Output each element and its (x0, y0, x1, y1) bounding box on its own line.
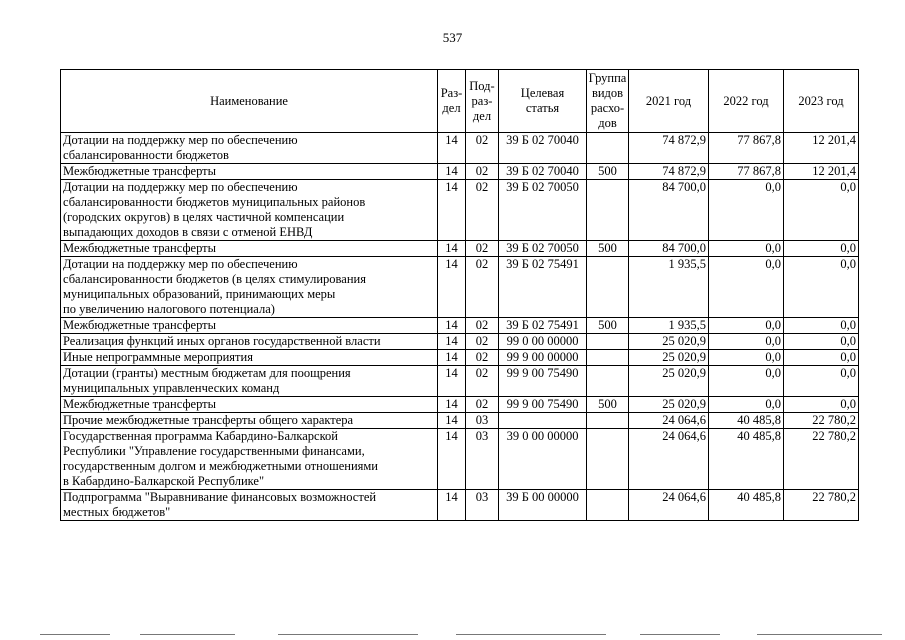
cell-y2023: 22 780,2 (784, 429, 859, 490)
cell-y2021: 24 064,6 (629, 490, 709, 521)
cell-y2021: 25 020,9 (629, 334, 709, 350)
cell-y2023: 0,0 (784, 350, 859, 366)
cell-section: 14 (438, 429, 466, 490)
header-name-label: Наименование (210, 93, 288, 108)
cell-y2023: 22 780,2 (784, 413, 859, 429)
cell-y2022: 40 485,8 (709, 490, 784, 521)
cell-y2022: 0,0 (709, 334, 784, 350)
bottom-rule-4 (456, 634, 606, 635)
cell-section: 14 (438, 490, 466, 521)
cell-section: 14 (438, 318, 466, 334)
cell-subsection: 03 (466, 413, 499, 429)
cell-name: Дотации (гранты) местным бюджетам для поощрения муниципальных управленческих команд (61, 366, 438, 397)
cell-section: 14 (438, 350, 466, 366)
cell-subsection: 03 (466, 429, 499, 490)
cell-subsection: 02 (466, 257, 499, 318)
cell-y2023: 0,0 (784, 241, 859, 257)
header-section (438, 70, 466, 133)
cell-y2021: 74 872,9 (629, 133, 709, 164)
header-group-label: Группа видов расхо- дов (588, 71, 627, 130)
cell-name: Дотации на поддержку мер по обеспечению сбалансированности бюджетов (в целях стимулирования муниципальных образований, принимающих меры по увеличению налогового потенциала) (61, 257, 438, 318)
header-2023-label: 2023 год (798, 93, 844, 108)
cell-group (587, 334, 629, 350)
cell-group (587, 133, 629, 164)
cell-y2021: 25 020,9 (629, 366, 709, 397)
cell-section: 14 (438, 241, 466, 257)
header-2021-label: 2021 год (645, 93, 692, 108)
header-target-label: Целевая статья (520, 86, 565, 115)
cell-subsection: 02 (466, 241, 499, 257)
header-section-label: Раз- дел (440, 86, 463, 115)
cell-y2021: 1 935,5 (629, 257, 709, 318)
cell-group (587, 413, 629, 429)
cell-y2023: 12 201,4 (784, 164, 859, 180)
table-row (61, 241, 859, 257)
cell-y2023: 0,0 (784, 397, 859, 413)
cell-name: Межбюджетные трансферты (61, 241, 438, 257)
cell-y2022: 77 867,8 (709, 133, 784, 164)
cell-target: 39 Б 02 70040 (499, 133, 587, 164)
cell-section: 14 (438, 397, 466, 413)
cell-y2023: 0,0 (784, 318, 859, 334)
table-row (61, 164, 859, 180)
cell-name: Дотации на поддержку мер по обеспечению сбалансированности бюджетов муниципальных районов (городских округов) в целях частичной компенсации выпадающих доходов в связи с отменой ЕНВД (61, 180, 438, 241)
cell-section: 14 (438, 366, 466, 397)
cell-name: Прочие межбюджетные трансферты общего характера (61, 413, 438, 429)
cell-section: 14 (438, 257, 466, 318)
bottom-rule-6 (757, 634, 882, 635)
header-2021 (629, 70, 709, 133)
cell-target (499, 413, 587, 429)
header-2022-label: 2022 год (723, 93, 769, 108)
table-row (61, 413, 859, 429)
page-number: 537 (442, 30, 463, 45)
cell-y2023: 12 201,4 (784, 133, 859, 164)
cell-section: 14 (438, 413, 466, 429)
cell-target: 39 Б 02 70050 (499, 180, 587, 241)
cell-target: 99 9 00 75490 (499, 397, 587, 413)
bottom-rule-2 (140, 634, 235, 635)
cell-group (587, 490, 629, 521)
bottom-rule-1 (40, 634, 110, 635)
table-row (61, 397, 859, 413)
cell-y2022: 77 867,8 (709, 164, 784, 180)
cell-target: 39 0 00 00000 (499, 429, 587, 490)
cell-group: 500 (587, 164, 629, 180)
cell-subsection: 02 (466, 366, 499, 397)
cell-y2023: 0,0 (784, 257, 859, 318)
cell-target: 39 Б 02 75491 (499, 318, 587, 334)
cell-y2021: 84 700,0 (629, 241, 709, 257)
cell-y2023: 0,0 (784, 180, 859, 241)
cell-y2021: 24 064,6 (629, 413, 709, 429)
cell-section: 14 (438, 180, 466, 241)
header-subsection-label: Под- раз- дел (469, 78, 495, 123)
cell-target: 99 9 00 00000 (499, 350, 587, 366)
cell-target: 39 Б 02 70040 (499, 164, 587, 180)
cell-subsection: 02 (466, 180, 499, 241)
header-name (61, 70, 438, 133)
cell-y2022: 0,0 (709, 366, 784, 397)
header-target (499, 70, 587, 133)
cell-target: 39 Б 00 00000 (499, 490, 587, 521)
cell-y2021: 74 872,9 (629, 164, 709, 180)
cell-subsection: 02 (466, 133, 499, 164)
cell-y2023: 0,0 (784, 334, 859, 350)
header-row (61, 70, 859, 133)
cell-subsection: 03 (466, 490, 499, 521)
cell-y2022: 0,0 (709, 318, 784, 334)
cell-target: 39 Б 02 75491 (499, 257, 587, 318)
cell-target: 99 0 00 00000 (499, 334, 587, 350)
cell-subsection: 02 (466, 397, 499, 413)
cell-y2022: 40 485,8 (709, 429, 784, 490)
cell-name: Дотации на поддержку мер по обеспечению сбалансированности бюджетов (61, 133, 438, 164)
cell-target: 39 Б 02 70050 (499, 241, 587, 257)
bottom-rule-3 (278, 634, 418, 635)
cell-y2022: 0,0 (709, 350, 784, 366)
header-2022 (709, 70, 784, 133)
cell-y2023: 0,0 (784, 366, 859, 397)
cell-y2023: 22 780,2 (784, 490, 859, 521)
header-2023 (784, 70, 859, 133)
table-row (61, 180, 859, 241)
table-row (61, 366, 859, 397)
cell-section: 14 (438, 133, 466, 164)
cell-y2021: 84 700,0 (629, 180, 709, 241)
cell-group: 500 (587, 241, 629, 257)
cell-section: 14 (438, 334, 466, 350)
cell-name: Межбюджетные трансферты (61, 397, 438, 413)
cell-y2021: 1 935,5 (629, 318, 709, 334)
cell-group (587, 429, 629, 490)
table-body (61, 133, 859, 521)
cell-y2022: 0,0 (709, 241, 784, 257)
table-row (61, 350, 859, 366)
cell-subsection: 02 (466, 334, 499, 350)
cell-group (587, 180, 629, 241)
table-row (61, 257, 859, 318)
cell-y2021: 25 020,9 (629, 397, 709, 413)
header-group (587, 70, 629, 133)
header-subsection (466, 70, 499, 133)
cell-subsection: 02 (466, 350, 499, 366)
cell-group (587, 257, 629, 318)
cell-name: Подпрограмма "Выравнивание финансовых возможностей местных бюджетов" (61, 490, 438, 521)
table-row (61, 429, 859, 490)
cell-name: Государственная программа Кабардино-Балкарской Республики "Управление государственными финансами, государственным долгом и межбюджетными отношениями в Кабардино-Балкарской Республике" (61, 429, 438, 490)
cell-y2022: 40 485,8 (709, 413, 784, 429)
table-row (61, 334, 859, 350)
cell-name: Реализация функций иных органов государственной власти (61, 334, 438, 350)
cell-y2022: 0,0 (709, 257, 784, 318)
cell-section: 14 (438, 164, 466, 180)
cell-name: Межбюджетные трансферты (61, 318, 438, 334)
table-row (61, 133, 859, 164)
cell-name: Иные непрограммные мероприятия (61, 350, 438, 366)
budget-table (60, 69, 859, 521)
cell-y2022: 0,0 (709, 180, 784, 241)
cell-subsection: 02 (466, 318, 499, 334)
table-row (61, 490, 859, 521)
cell-subsection: 02 (466, 164, 499, 180)
bottom-rule-5 (640, 634, 720, 635)
cell-name: Межбюджетные трансферты (61, 164, 438, 180)
table-row (61, 318, 859, 334)
cell-target: 99 9 00 75490 (499, 366, 587, 397)
cell-y2021: 25 020,9 (629, 350, 709, 366)
cell-group: 500 (587, 397, 629, 413)
cell-y2021: 24 064,6 (629, 429, 709, 490)
cell-group: 500 (587, 318, 629, 334)
cell-y2022: 0,0 (709, 397, 784, 413)
cell-group (587, 366, 629, 397)
cell-group (587, 350, 629, 366)
